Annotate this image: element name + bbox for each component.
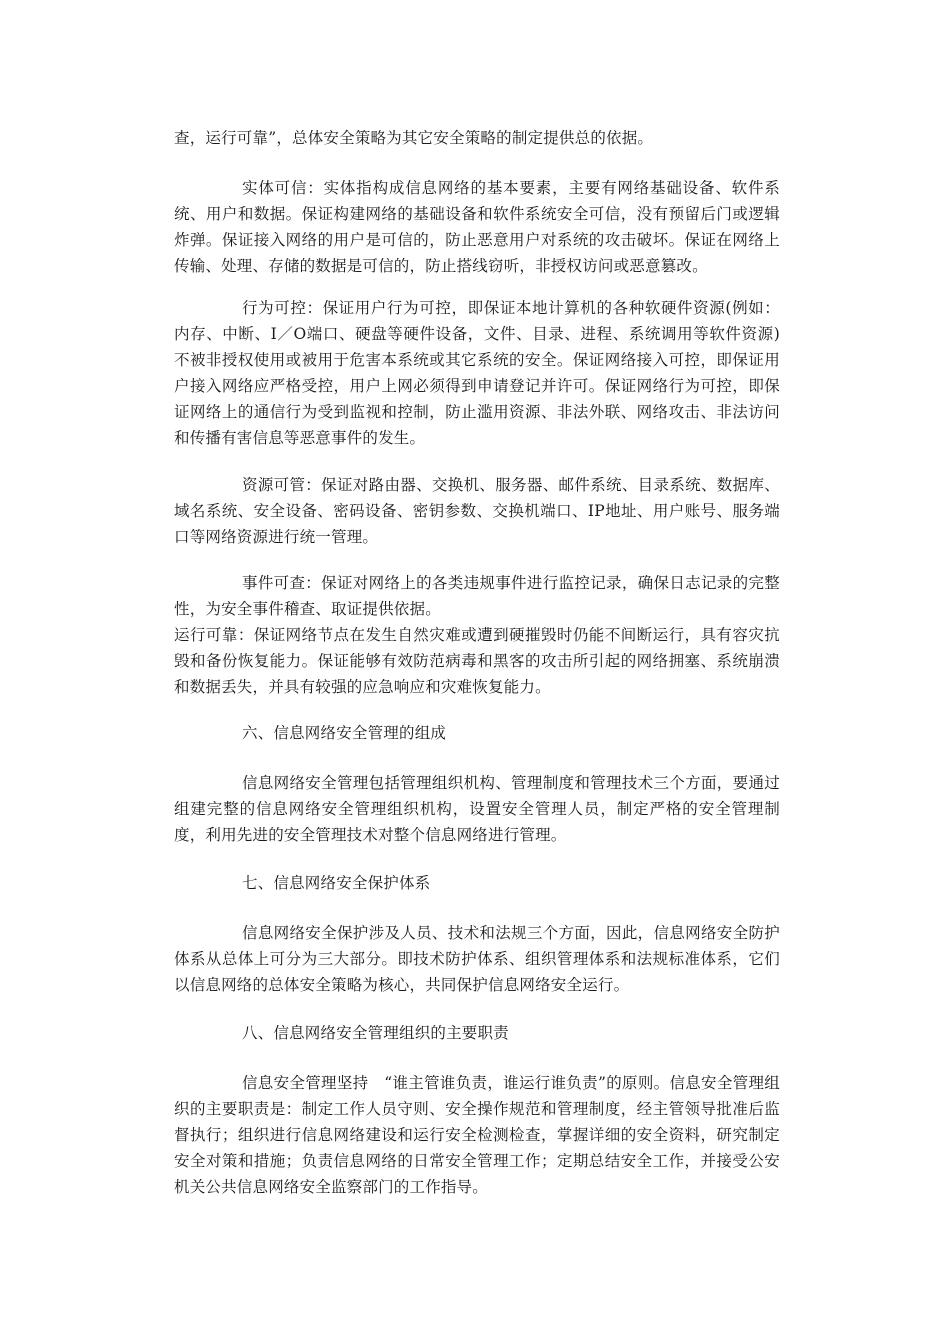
section-heading-7: 七、信息网络安全保护体系 — [242, 874, 431, 892]
paragraph-behavior-controllable: 行为可控：保证用户行为可控，即保证本地计算机的各种软硬件资源(例如：内存、中断、I／O端口、硬盘等硬件设备，文件、目录、进程、系统调用等软件资源)不被非授权使用或被用于危害本系统或其它系统的安全。保证网络接入可控，即保证用户接入网络应严格受控，用户上网必须得到申请登记并许可。保证网络行为可控，即保证网络上的通信行为受到监视和控制，防止滥用资源、非法外联、网络攻击、非法访问和传播有害信息等恶意事件的发生。 — [174, 299, 780, 447]
section-heading-6: 六、信息网络安全管理的组成 — [242, 724, 447, 742]
paragraph-section-8: 信息安全管理坚持 “谁主管谁负责，谁运行谁负责”的原则。信息安全管理组织的主要职责是：制定工作人员守则、安全操作规范和管理制度，经主管领导批准后监督执行；组织进行信息网络建设和运行安全检测检查，掌握详细的安全资料，研究制定安全对策和措施；负责信息网络的日常安全管理工作；定期总结安全工作，并接受公安机关公共信息网络安全监察部门的工作指导。 — [174, 1074, 780, 1196]
paragraph-section-6: 信息网络安全管理包括管理组织机构、管理制度和管理技术三个方面，要通过组建完整的信息网络安全管理组织机构，设置安全管理人员，制定严格的安全管理制度，利用先进的安全管理技术对整个信息网络进行管理。 — [174, 774, 780, 844]
paragraph-resource-manageable: 资源可管：保证对路由器、交换机、服务器、邮件系统、目录系统、数据库、域名系统、安全设备、密码设备、密钥参数、交换机端口、IP地址、用户账号、服务端口等网络资源进行统一管理。 — [174, 476, 780, 546]
paragraph-reliable-operation: 运行可靠：保证网络节点在发生自然灾难或遭到硬摧毁时仍能不间断运行，具有容灾抗毁和备份恢复能力。保证能够有效防范病毒和黑客的攻击所引起的网络拥塞、系统崩溃和数据丢失，并具有较强的应急响应和灾难恢复能力。 — [174, 626, 780, 696]
paragraph-entity-trusted: 实体可信：实体指构成信息网络的基本要素，主要有网络基础设备、软件系统、用户和数据。保证构建网络的基础设备和软件系统安全可信，没有预留后门或逻辑炸弹。保证接入网络的用户是可信的，防止恶意用户对系统的攻击破坏。保证在网络上传输、处理、存储的数据是可信的，防止搭线窃听，非授权访问或恶意篡改。 — [174, 179, 780, 275]
section-heading-8: 八、信息网络安全管理组织的主要职责 — [242, 1024, 509, 1042]
paragraph-continuation: 查，运行可靠”，总体安全策略为其它安全策略的制定提供总的依据。 — [174, 129, 654, 147]
paragraph-event-traceable: 事件可查：保证对网络上的各类违规事件进行监控记录，确保日志记录的完整性，为安全事件稽查、取证提供依据。 — [174, 574, 780, 618]
paragraph-section-7: 信息网络安全保护涉及人员、技术和法规三个方面，因此，信息网络安全防护体系从总体上可分为三大部分。即技术防护体系、组织管理体系和法规标准体系，它们以信息网络的总体安全策略为核心，共同保护信息网络安全运行。 — [174, 924, 780, 994]
